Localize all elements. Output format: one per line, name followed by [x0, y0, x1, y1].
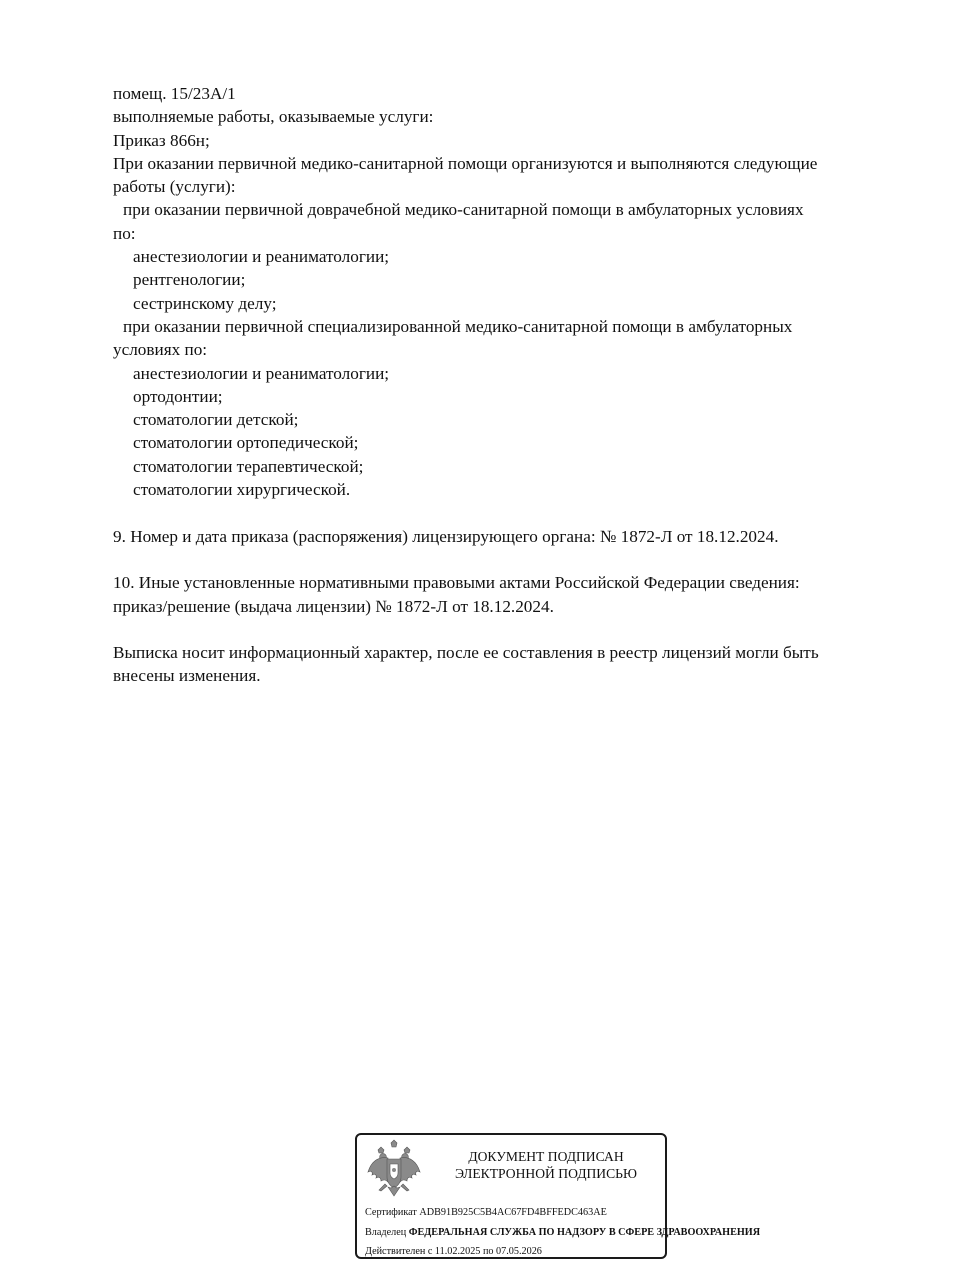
stamp-details	[365, 1203, 760, 1262]
stamp-title-line: ДОКУМЕНТ ПОДПИСАН	[468, 1149, 624, 1164]
paragraph-line: работы (услуги):	[113, 177, 236, 197]
list-item: стоматологии детской;	[133, 410, 299, 430]
certificate-label: Сертификат	[365, 1207, 417, 1218]
validity-line: Действителен с 11.02.2025 по 07.05.2026	[365, 1246, 542, 1257]
disclaimer-line: Выписка носит информационный характер, после ее составления в реестр лицензий могли быть	[113, 643, 819, 663]
list-item: стоматологии хирургической.	[133, 480, 351, 500]
stamp-title	[427, 1148, 665, 1182]
item-9-order-number: 9. Номер и дата приказа (распоряжения) лицензирующего органа: № 1872-Л от 18.12.2024.	[113, 526, 779, 546]
services-heading: выполняемые работы, оказываемые услуги:	[113, 107, 434, 127]
certificate-value: ADB91B925C5B4AC67FD4BFFEDC463AE	[419, 1207, 607, 1218]
list-item: стоматологии терапевтической;	[133, 456, 364, 476]
list-item: анестезиологии и реаниматологии;	[133, 247, 390, 267]
list-item: сестринскому делу;	[133, 293, 277, 313]
subsection-heading: при оказании первичной доврачебной медико-санитарной помощи в амбулаторных условиях	[123, 200, 804, 220]
disclaimer-line: внесены изменения.	[113, 666, 261, 686]
order-reference: Приказ 866н;	[113, 130, 210, 150]
subsection-heading-cont: по:	[113, 223, 136, 243]
coat-of-arms-icon	[366, 1140, 422, 1202]
stamp-title-line: ЭЛЕКТРОННОЙ ПОДПИСЬЮ	[455, 1166, 637, 1181]
premises-line: помещ. 15/23А/1	[113, 84, 236, 103]
subsection-heading-cont: условиях по:	[113, 340, 208, 360]
paragraph-line: При оказании первичной медико-санитарной помощи организуются и выполняются следующие	[113, 153, 818, 173]
document-body	[113, 82, 906, 688]
item-10-line: приказ/решение (выдача лицензии) № 1872-Л от 18.12.2024.	[113, 596, 554, 616]
owner-line	[365, 1223, 760, 1243]
certificate-line	[365, 1203, 760, 1223]
list-item: ортодонтии;	[133, 386, 223, 406]
owner-label: Владелец	[365, 1226, 407, 1238]
electronic-signature-stamp	[355, 1133, 761, 1259]
list-item: рентгенологии;	[133, 270, 246, 290]
list-item: анестезиологии и реаниматологии;	[133, 363, 390, 383]
owner-value: ФЕДЕРАЛЬНАЯ СЛУЖБА ПО НАДЗОРУ В СФЕРЕ ЗДРАВООХРАНЕНИЯ	[408, 1226, 761, 1238]
subsection-heading: при оказании первичной специализированной медико-санитарной помощи в амбулаторных	[123, 316, 793, 336]
item-10-line: 10. Иные установленные нормативными правовыми актами Российской Федерации сведения:	[113, 573, 800, 593]
list-item: стоматологии ортопедической;	[133, 433, 359, 453]
